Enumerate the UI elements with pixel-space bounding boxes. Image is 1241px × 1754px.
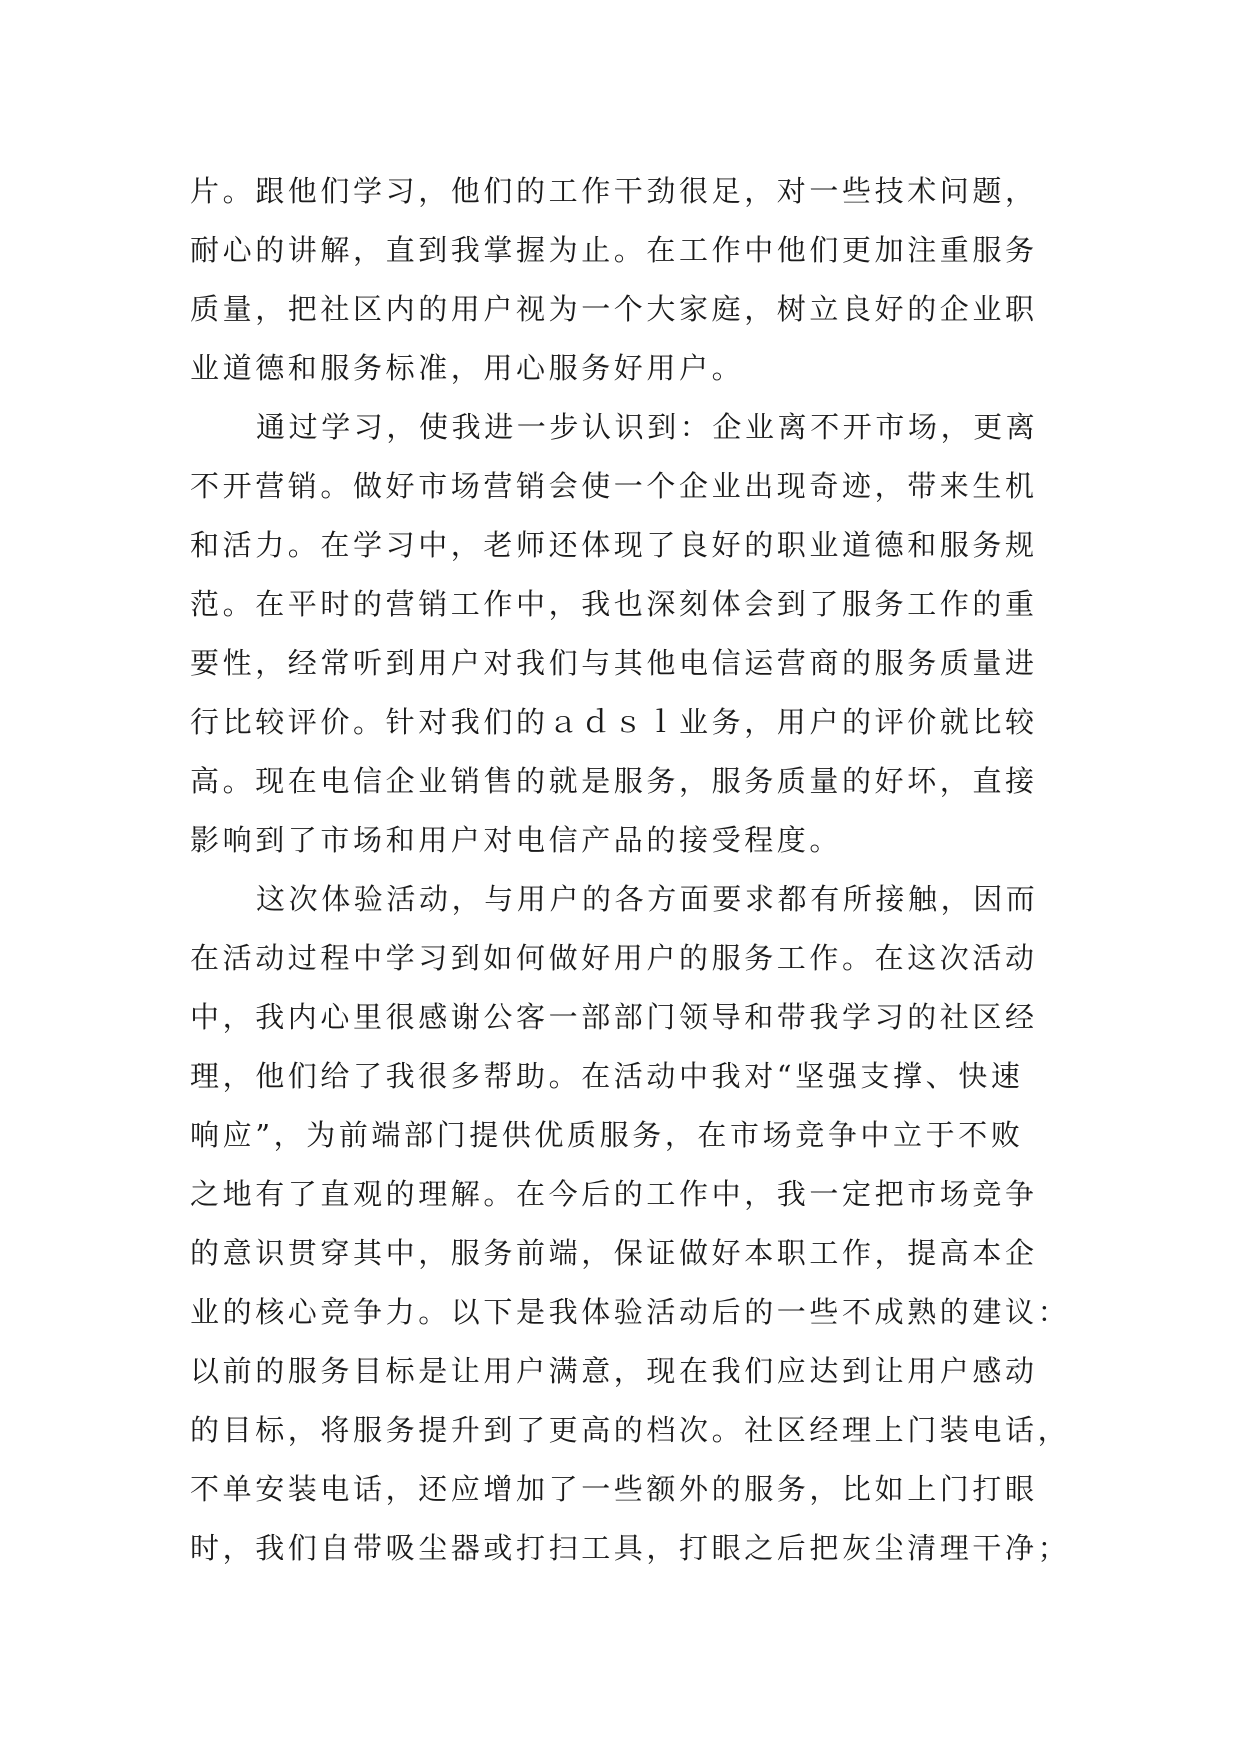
text-line: 行比较评价。针对我们的ａｄｓｌ业务，用户的评价就比较 <box>190 705 1038 739</box>
text-line: 高。现在电信企业销售的就是服务，服务质量的好坏，直接 <box>190 764 1038 798</box>
text-line: 不单安装电话，还应增加了一些额外的服务，比如上门打眼 <box>190 1472 1038 1506</box>
text-line: 业道德和服务标准，用心服务好用户。 <box>190 351 745 385</box>
text-line: 时，我们自带吸尘器或打扫工具，打眼之后把灰尘清理干净； <box>190 1531 1071 1565</box>
text-line: 的意识贯穿其中，服务前端，保证做好本职工作，提高本企 <box>190 1236 1038 1270</box>
text-line: 的目标，将服务提升到了更高的档次。社区经理上门装电话， <box>190 1413 1071 1447</box>
text-line: 之地有了直观的理解。在今后的工作中，我一定把市场竞争 <box>190 1177 1038 1211</box>
text-line: 范。在平时的营销工作中，我也深刻体会到了服务工作的重 <box>190 587 1038 621</box>
text-line: 影响到了市场和用户对电信产品的接受程度。 <box>190 823 843 857</box>
text-line: 和活力。在学习中，老师还体现了良好的职业道德和服务规 <box>190 528 1038 562</box>
paragraph-first-line: 通过学习，使我进一步认识到：企业离不开市场，更离 <box>256 410 1039 444</box>
text-line: 理，他们给了我很多帮助。在活动中我对“坚强支撑、快速 <box>190 1059 1024 1093</box>
text-line: 不开营销。做好市场营销会使一个企业出现奇迹，带来生机 <box>190 469 1038 503</box>
text-line: 响应”，为前端部门提供优质服务，在市场竞争中立于不败 <box>190 1118 1024 1152</box>
text-line: 中，我内心里很感谢公客一部部门领导和带我学习的社区经 <box>190 1000 1038 1034</box>
text-line: 片。跟他们学习，他们的工作干劲很足，对一些技术问题， <box>190 174 1038 208</box>
text-line: 在活动过程中学习到如何做好用户的服务工作。在这次活动 <box>190 941 1038 975</box>
text-line: 质量，把社区内的用户视为一个大家庭，树立良好的企业职 <box>190 292 1038 326</box>
text-line: 以前的服务目标是让用户满意，现在我们应达到让用户感动 <box>190 1354 1038 1388</box>
body-text <box>190 162 1071 1578</box>
text-line: 要性，经常听到用户对我们与其他电信运营商的服务质量进 <box>190 646 1038 680</box>
paragraph-first-line: 这次体验活动，与用户的各方面要求都有所接触，因而 <box>256 882 1039 916</box>
text-line: 业的核心竞争力。以下是我体验活动后的一些不成熟的建议： <box>190 1295 1071 1329</box>
text-line: 耐心的讲解，直到我掌握为止。在工作中他们更加注重服务 <box>190 233 1038 267</box>
